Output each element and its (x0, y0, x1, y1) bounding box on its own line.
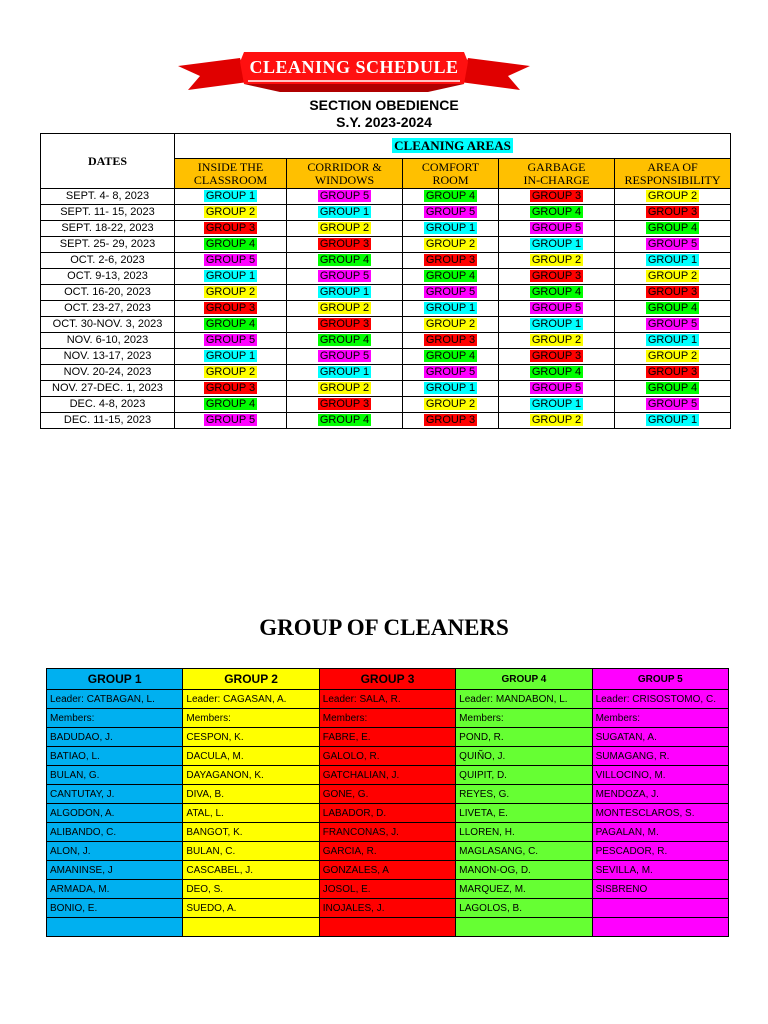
schedule-date: NOV. 6-10, 2023 (41, 333, 175, 349)
schedule-assignment (499, 269, 615, 285)
area-header-line: AREA OF (647, 159, 698, 174)
area-header-line: COMFORT (421, 159, 480, 174)
schedule-assignment (615, 301, 731, 317)
schedule-assignment (287, 413, 403, 429)
group-chip: GROUP 2 (531, 334, 582, 346)
schedule-row (41, 349, 731, 365)
area-header-line: GARBAGE (527, 159, 586, 174)
group-member: MANON-OG, D. (456, 861, 592, 880)
members-label: Members: (183, 709, 319, 728)
schedule-date: SEPT. 18-22, 2023 (41, 221, 175, 237)
group-chip: GROUP 2 (205, 366, 256, 378)
schedule-assignment (287, 349, 403, 365)
group-member: MAGLASANG, C. (456, 842, 592, 861)
banner-title: CLEANING SCHEDULE (249, 57, 459, 77)
schedule-assignment (499, 397, 615, 413)
group-chip: GROUP 1 (205, 350, 256, 362)
schedule-assignment (175, 221, 287, 237)
schedule-row (41, 365, 731, 381)
schedule-assignment (287, 253, 403, 269)
schedule-date: DEC. 11-15, 2023 (41, 413, 175, 429)
schedule-row (41, 317, 731, 333)
area-header-line: CORRIDOR & (307, 159, 382, 174)
schedule-assignment (175, 189, 287, 205)
group-member: INOJALES, J. (319, 899, 455, 918)
schedule-row (41, 301, 731, 317)
schedule-assignment (403, 205, 499, 221)
schedule-assignment (499, 333, 615, 349)
group-member: VILLOCINO, M. (592, 766, 728, 785)
area-header (287, 159, 403, 189)
schedule-assignment (403, 365, 499, 381)
group-chip: GROUP 3 (425, 334, 476, 346)
group-member: AMANINSE, J (47, 861, 183, 880)
group-member: SEVILLA, M. (592, 861, 728, 880)
schedule-date: OCT. 9-13, 2023 (41, 269, 175, 285)
members-label: Members: (592, 709, 728, 728)
schedule-assignment (403, 269, 499, 285)
schedule-assignment (175, 205, 287, 221)
group-member: GALOLO, R. (319, 747, 455, 766)
member-row (47, 747, 729, 766)
group-chip: GROUP 1 (319, 366, 370, 378)
schedule-assignment (175, 317, 287, 333)
group-member: BATIAO, L. (47, 747, 183, 766)
group-leader: Leader: CAGASAN, A. (183, 690, 319, 709)
area-header-line: IN-CHARGE (523, 172, 590, 187)
group-chip: GROUP 2 (647, 350, 698, 362)
group-chip: GROUP 5 (205, 254, 256, 266)
member-row (47, 766, 729, 785)
group-chip: GROUP 4 (647, 302, 698, 314)
schedule-assignment (403, 333, 499, 349)
schedule-assignment (175, 285, 287, 301)
schedule-assignment (403, 381, 499, 397)
group-leader: Leader: CATBAGAN, L. (47, 690, 183, 709)
group-header: GROUP 3 (319, 669, 455, 690)
group-chip: GROUP 4 (647, 382, 698, 394)
schedule-date: NOV. 27-DEC. 1, 2023 (41, 381, 175, 397)
schedule-assignment (615, 285, 731, 301)
group-chip: GROUP 4 (205, 238, 256, 250)
schedule-assignment (615, 189, 731, 205)
schedule-date: NOV. 13-17, 2023 (41, 349, 175, 365)
area-header-line: CLASSROOM (193, 172, 268, 187)
schedule-row (41, 237, 731, 253)
group-chip: GROUP 4 (425, 270, 476, 282)
group-chip: GROUP 1 (647, 334, 698, 346)
schedule-assignment (287, 285, 403, 301)
group-member: DACULA, M. (183, 747, 319, 766)
schedule-row (41, 397, 731, 413)
group-member (456, 918, 592, 937)
group-member: PESCADOR, R. (592, 842, 728, 861)
group-chip: GROUP 1 (319, 286, 370, 298)
group-member: ALON, J. (47, 842, 183, 861)
group-chip: GROUP 2 (647, 270, 698, 282)
group-member (592, 918, 728, 937)
member-row (47, 880, 729, 899)
group-member: BADUDAO, J. (47, 728, 183, 747)
schedule-assignment (499, 301, 615, 317)
group-leader-row (47, 690, 729, 709)
member-row (47, 728, 729, 747)
group-chip: GROUP 1 (425, 382, 476, 394)
group-chip: GROUP 4 (205, 318, 256, 330)
group-member: GATCHALIAN, J. (319, 766, 455, 785)
group-chip: GROUP 1 (205, 270, 256, 282)
group-chip: GROUP 4 (319, 254, 370, 266)
group-header: GROUP 4 (456, 669, 592, 690)
group-member: LAGOLOS, B. (456, 899, 592, 918)
schedule-date: DEC. 4-8, 2023 (41, 397, 175, 413)
group-chip: GROUP 5 (647, 318, 698, 330)
schedule-assignment (615, 237, 731, 253)
group-member: JOSOL, E. (319, 880, 455, 899)
schedule-assignment (499, 221, 615, 237)
schedule-assignment (403, 253, 499, 269)
group-member: FRANCONAS, J. (319, 823, 455, 842)
schedule-assignment (615, 269, 731, 285)
group-member: REYES, G. (456, 785, 592, 804)
group-chip: GROUP 3 (319, 398, 370, 410)
schedule-assignment (615, 333, 731, 349)
group-member (319, 918, 455, 937)
group-chip: GROUP 4 (647, 222, 698, 234)
schedule-assignment (499, 349, 615, 365)
group-chip: GROUP 1 (647, 414, 698, 426)
group-chip: GROUP 4 (531, 366, 582, 378)
group-chip: GROUP 3 (425, 254, 476, 266)
group-member: ALIBANDO, C. (47, 823, 183, 842)
area-header (499, 159, 615, 189)
group-chip: GROUP 5 (647, 398, 698, 410)
group-header: GROUP 2 (183, 669, 319, 690)
group-member: DIVA, B. (183, 785, 319, 804)
schedule-assignment (403, 413, 499, 429)
group-chip: GROUP 5 (205, 414, 256, 426)
group-member: LABADOR, D. (319, 804, 455, 823)
member-row (47, 785, 729, 804)
group-chip: GROUP 4 (531, 206, 582, 218)
group-chip: GROUP 3 (205, 302, 256, 314)
schedule-assignment (403, 397, 499, 413)
schedule-row (41, 269, 731, 285)
group-chip: GROUP 3 (425, 414, 476, 426)
members-label-row (47, 709, 729, 728)
group-leader: Leader: CRISOSTOMO, C. (592, 690, 728, 709)
group-chip: GROUP 2 (425, 238, 476, 250)
group-chip: GROUP 1 (205, 190, 256, 202)
group-leader: Leader: MANDABON, L. (456, 690, 592, 709)
group-chip: GROUP 2 (319, 382, 370, 394)
schedule-assignment (287, 317, 403, 333)
schedule-assignment (615, 205, 731, 221)
group-chip: GROUP 5 (319, 270, 370, 282)
group-member: MARQUEZ, M. (456, 880, 592, 899)
area-header-line: WINDOWS (314, 172, 375, 187)
members-label: Members: (319, 709, 455, 728)
group-chip: GROUP 5 (425, 286, 476, 298)
schedule-date: OCT. 23-27, 2023 (41, 301, 175, 317)
schedule-date: NOV. 20-24, 2023 (41, 365, 175, 381)
group-chip: GROUP 3 (319, 238, 370, 250)
group-chip: GROUP 2 (531, 254, 582, 266)
group-chip: GROUP 5 (319, 350, 370, 362)
group-chip: GROUP 3 (647, 366, 698, 378)
schedule-assignment (499, 205, 615, 221)
group-member: SISBRENO (592, 880, 728, 899)
schedule-assignment (403, 317, 499, 333)
group-chip: GROUP 4 (319, 334, 370, 346)
schedule-assignment (287, 269, 403, 285)
member-row (47, 842, 729, 861)
schedule-assignment (287, 237, 403, 253)
group-chip: GROUP 4 (425, 350, 476, 362)
schedule-assignment (175, 397, 287, 413)
schedule-assignment (615, 349, 731, 365)
group-member: DEO, S. (183, 880, 319, 899)
group-member: ATAL, L. (183, 804, 319, 823)
members-label: Members: (456, 709, 592, 728)
schedule-assignment (403, 349, 499, 365)
group-member: ALGODON, A. (47, 804, 183, 823)
area-header (403, 159, 499, 189)
group-member (183, 918, 319, 937)
member-row (47, 918, 729, 937)
group-chip: GROUP 1 (425, 302, 476, 314)
schedule-assignment (499, 237, 615, 253)
group-member: MENDOZA, J. (592, 785, 728, 804)
schedule-assignment (175, 365, 287, 381)
group-chip: GROUP 2 (319, 222, 370, 234)
group-chip: GROUP 2 (205, 286, 256, 298)
group-member: CANTUTAY, J. (47, 785, 183, 804)
group-chip: GROUP 1 (531, 238, 582, 250)
group-chip: GROUP 5 (425, 206, 476, 218)
schedule-assignment (175, 413, 287, 429)
area-header-line: ROOM (432, 172, 469, 187)
title-banner (178, 52, 530, 98)
schedule-assignment (499, 317, 615, 333)
cleaning-schedule-table (40, 133, 731, 429)
group-chip: GROUP 3 (531, 350, 582, 362)
group-chip: GROUP 5 (647, 238, 698, 250)
group-member: BULAN, G. (47, 766, 183, 785)
schedule-row (41, 221, 731, 237)
group-member: PAGALAN, M. (592, 823, 728, 842)
group-chip: GROUP 5 (531, 382, 582, 394)
group-chip: GROUP 4 (531, 286, 582, 298)
schedule-assignment (615, 397, 731, 413)
group-chip: GROUP 3 (205, 222, 256, 234)
group-chip: GROUP 1 (531, 398, 582, 410)
group-chip: GROUP 5 (531, 222, 582, 234)
group-member (47, 918, 183, 937)
group-member: FABRE, E. (319, 728, 455, 747)
group-chip: GROUP 3 (531, 190, 582, 202)
group-member: LLOREN, H. (456, 823, 592, 842)
dates-header: DATES (41, 134, 175, 189)
group-chip: GROUP 2 (531, 414, 582, 426)
schedule-row (41, 413, 731, 429)
group-member: GONE, G. (319, 785, 455, 804)
group-member: SUMAGANG, R. (592, 747, 728, 766)
schedule-assignment (287, 221, 403, 237)
schedule-assignment (499, 285, 615, 301)
group-chip: GROUP 4 (425, 190, 476, 202)
group-chip: GROUP 2 (319, 302, 370, 314)
schedule-assignment (615, 253, 731, 269)
schedule-assignment (403, 301, 499, 317)
area-header-line: RESPONSIBILITY (624, 172, 721, 187)
schedule-assignment (175, 381, 287, 397)
schedule-date: SEPT. 4- 8, 2023 (41, 189, 175, 205)
group-chip: GROUP 4 (205, 398, 256, 410)
area-header-line: INSIDE THE (197, 159, 264, 174)
schedule-assignment (615, 365, 731, 381)
schedule-date: OCT. 16-20, 2023 (41, 285, 175, 301)
area-header (615, 159, 731, 189)
group-chip: GROUP 3 (319, 318, 370, 330)
schedule-assignment (499, 413, 615, 429)
schedule-row (41, 189, 731, 205)
members-label: Members: (47, 709, 183, 728)
group-member: QUIÑO, J. (456, 747, 592, 766)
area-header (175, 159, 287, 189)
group-member: MONTESCLAROS, S. (592, 804, 728, 823)
group-member: GARCIA, R. (319, 842, 455, 861)
schedule-assignment (403, 221, 499, 237)
group-member: DAYAGANON, K. (183, 766, 319, 785)
group-member: CASCABEL, J. (183, 861, 319, 880)
schedule-row (41, 285, 731, 301)
schedule-assignment (615, 413, 731, 429)
group-member: CESPON, K. (183, 728, 319, 747)
group-chip: GROUP 3 (647, 286, 698, 298)
member-row (47, 899, 729, 918)
schedule-assignment (287, 397, 403, 413)
group-chip: GROUP 3 (647, 206, 698, 218)
group-member: SUGATAN, A. (592, 728, 728, 747)
schedule-assignment (175, 301, 287, 317)
group-header: GROUP 5 (592, 669, 728, 690)
group-chip: GROUP 5 (425, 366, 476, 378)
group-chip: GROUP 5 (205, 334, 256, 346)
schedule-assignment (175, 269, 287, 285)
school-year: S.Y. 2023-2024 (336, 114, 432, 130)
group-member: QUIPIT, D. (456, 766, 592, 785)
group-chip: GROUP 5 (531, 302, 582, 314)
group-member (592, 899, 728, 918)
group-chip: GROUP 1 (647, 254, 698, 266)
schedule-assignment (615, 221, 731, 237)
schedule-assignment (287, 381, 403, 397)
schedule-assignment (287, 301, 403, 317)
schedule-assignment (499, 253, 615, 269)
schedule-assignment (175, 237, 287, 253)
group-leader: Leader: SALA, R. (319, 690, 455, 709)
member-row (47, 823, 729, 842)
group-chip: GROUP 1 (425, 222, 476, 234)
schedule-assignment (287, 365, 403, 381)
schedule-assignment (615, 317, 731, 333)
group-chip: GROUP 2 (425, 318, 476, 330)
schedule-assignment (175, 253, 287, 269)
schedule-assignment (287, 333, 403, 349)
group-chip: GROUP 4 (319, 414, 370, 426)
schedule-row (41, 381, 731, 397)
cleaners-table (46, 668, 729, 937)
section-name: SECTION OBEDIENCE (309, 97, 459, 113)
schedule-assignment (403, 285, 499, 301)
cleaning-areas-header (175, 134, 731, 159)
group-member: GONZALES, A (319, 861, 455, 880)
schedule-date: SEPT. 11- 15, 2023 (41, 205, 175, 221)
group-of-cleaners-title: GROUP OF CLEANERS (259, 615, 509, 640)
group-member: POND, R. (456, 728, 592, 747)
group-member: SUEDO, A. (183, 899, 319, 918)
schedule-assignment (499, 189, 615, 205)
group-chip: GROUP 2 (647, 190, 698, 202)
group-member: LIVETA, E. (456, 804, 592, 823)
schedule-assignment (403, 237, 499, 253)
schedule-row (41, 333, 731, 349)
schedule-assignment (499, 381, 615, 397)
schedule-date: SEPT. 25- 29, 2023 (41, 237, 175, 253)
member-row (47, 861, 729, 880)
group-chip: GROUP 3 (205, 382, 256, 394)
group-member: BONIO, E. (47, 899, 183, 918)
group-chip: GROUP 1 (531, 318, 582, 330)
schedule-assignment (287, 189, 403, 205)
schedule-date: OCT. 30-NOV. 3, 2023 (41, 317, 175, 333)
group-header: GROUP 1 (47, 669, 183, 690)
schedule-assignment (287, 205, 403, 221)
schedule-row (41, 253, 731, 269)
group-chip: GROUP 3 (531, 270, 582, 282)
group-chip: GROUP 5 (319, 190, 370, 202)
cleaning-areas-label: CLEANING AREAS (394, 137, 511, 153)
group-member: BANGOT, K. (183, 823, 319, 842)
group-member: BULAN, C. (183, 842, 319, 861)
group-chip: GROUP 1 (319, 206, 370, 218)
schedule-assignment (615, 381, 731, 397)
group-chip: GROUP 2 (205, 206, 256, 218)
member-row (47, 804, 729, 823)
schedule-assignment (175, 349, 287, 365)
schedule-assignment (175, 333, 287, 349)
group-chip: GROUP 2 (425, 398, 476, 410)
schedule-row (41, 205, 731, 221)
group-member: ARMADA, M. (47, 880, 183, 899)
schedule-assignment (403, 189, 499, 205)
schedule-date: OCT. 2-6, 2023 (41, 253, 175, 269)
schedule-assignment (499, 365, 615, 381)
